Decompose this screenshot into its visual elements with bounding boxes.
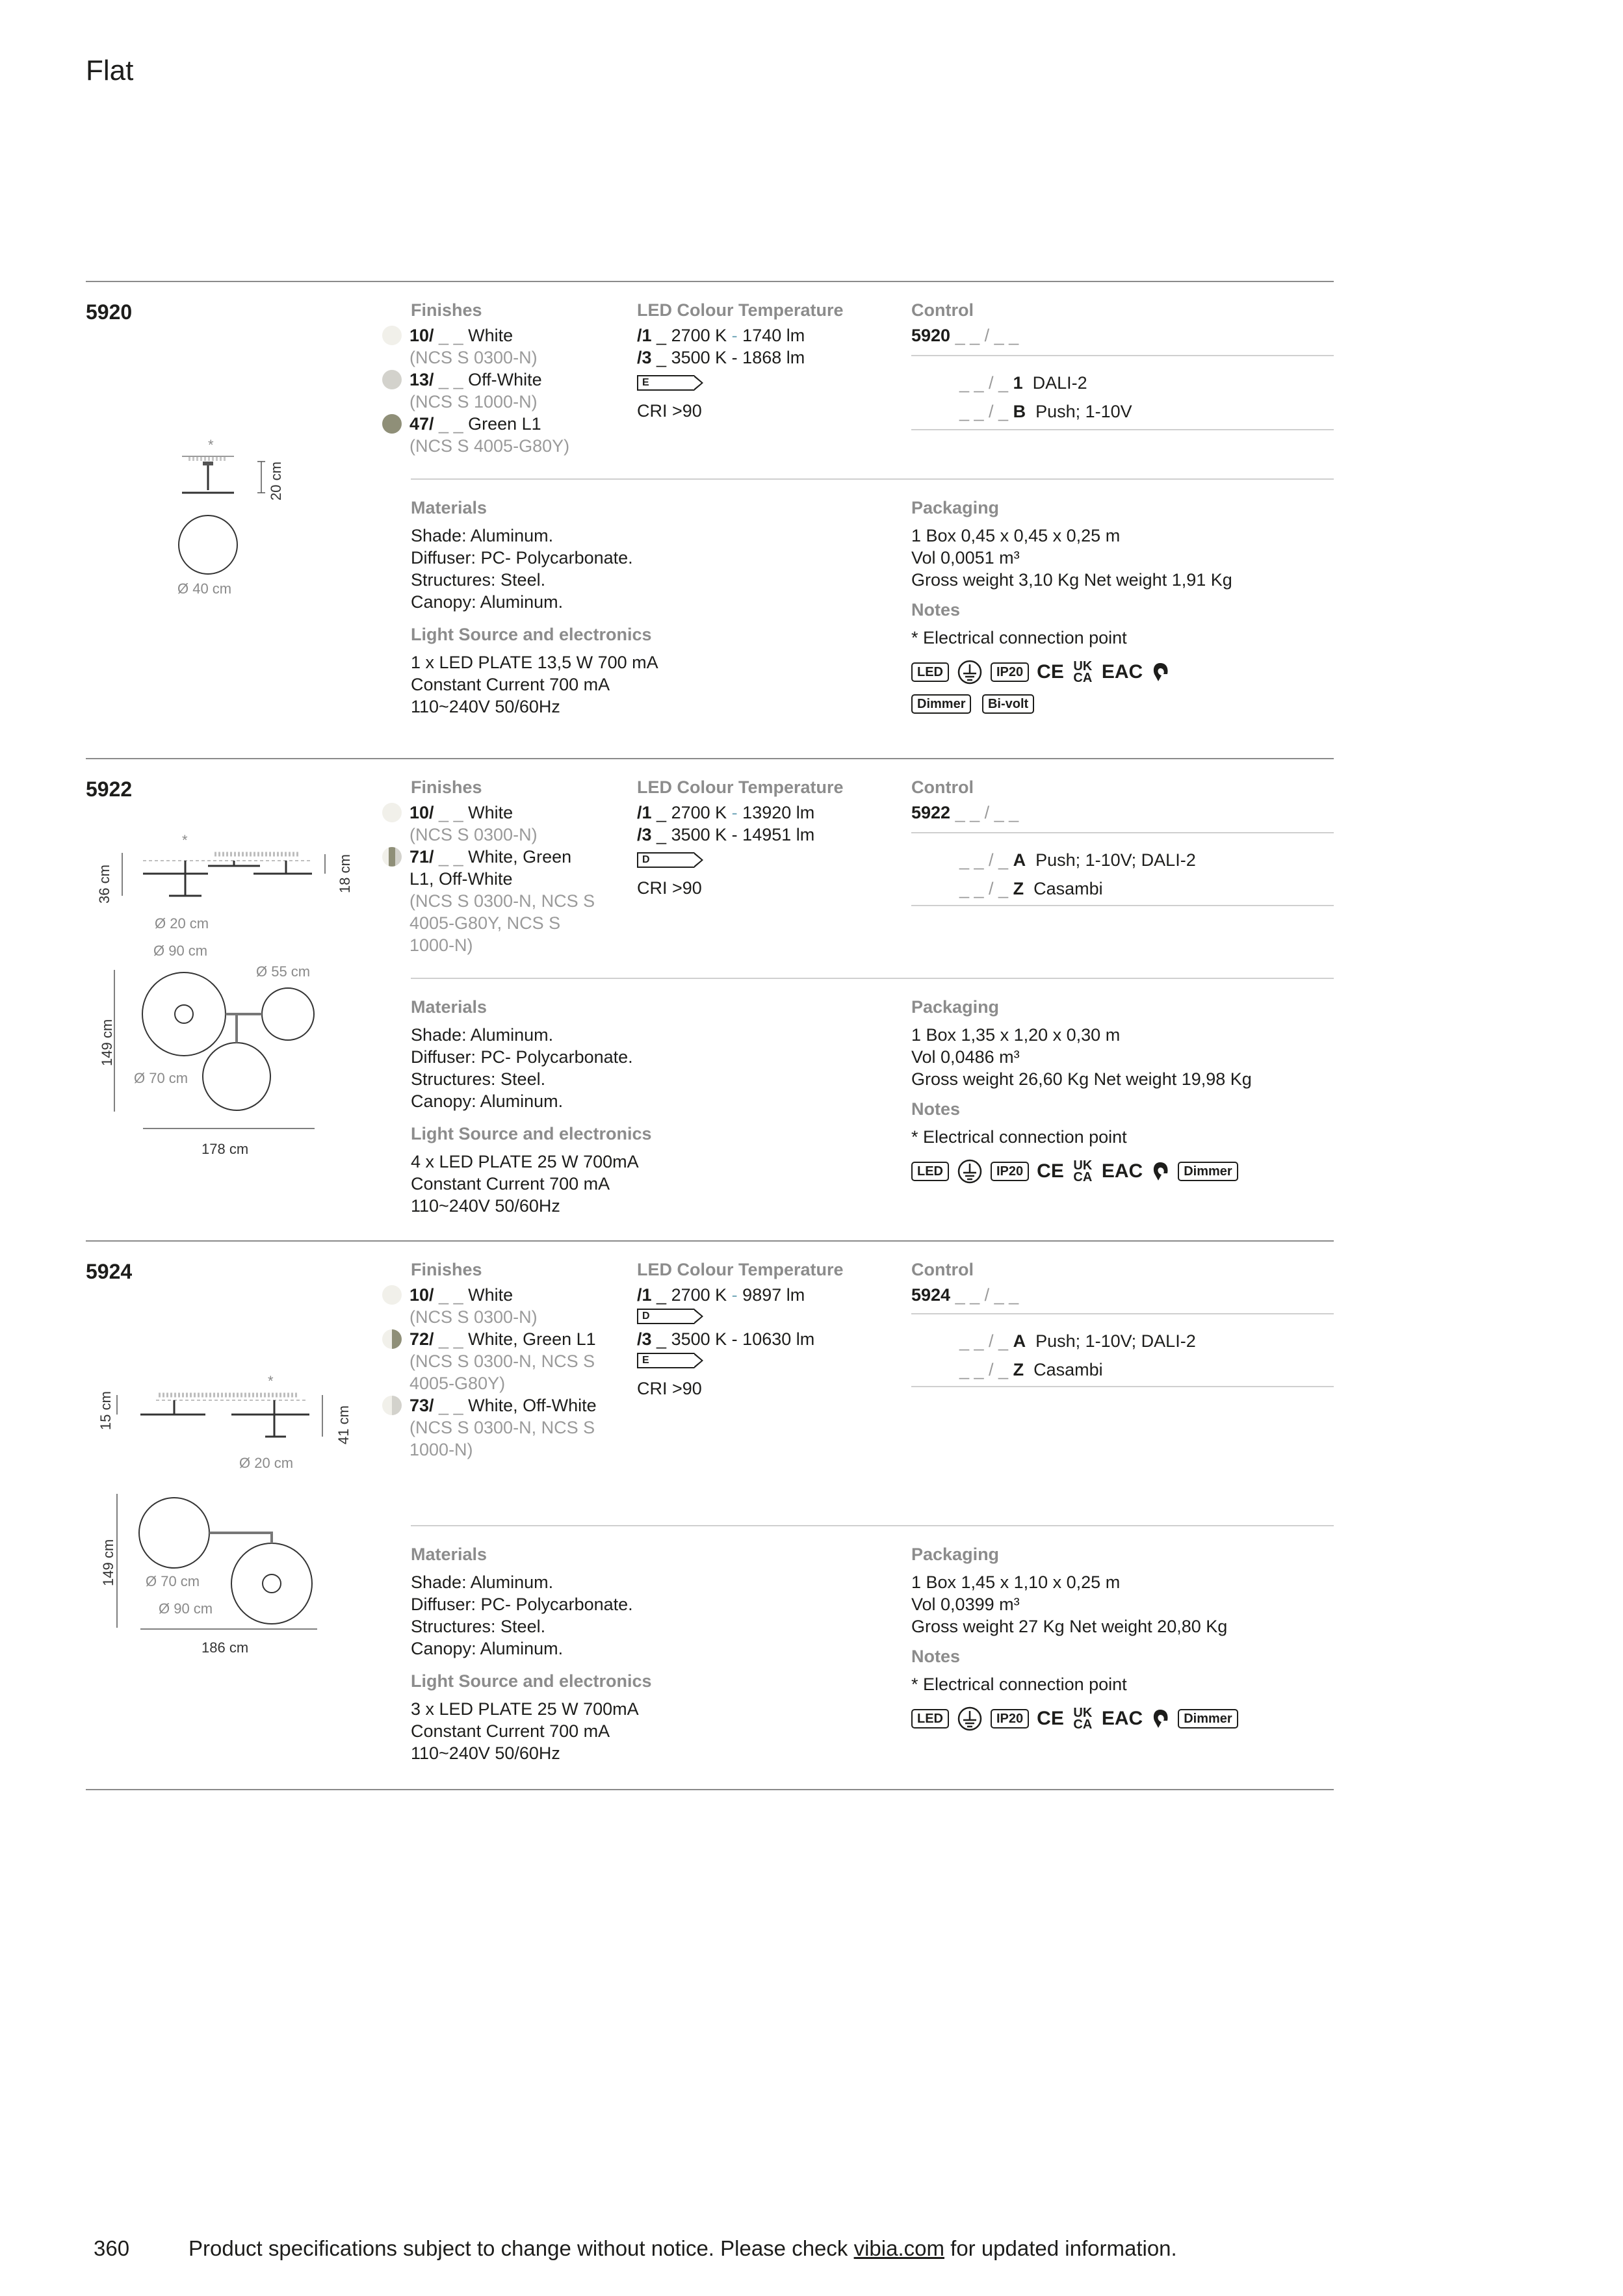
finishes-label: Finishes (411, 300, 482, 320)
swatch-off-white (382, 370, 402, 389)
led-option: /1 _ 2700 K - 1740 lm (637, 326, 805, 345)
shade-top-view (179, 515, 237, 574)
control-rule (911, 355, 1334, 356)
total-height-label: 15 cm (97, 1391, 114, 1430)
finish-ncs: (NCS S 0300-N) (409, 348, 538, 367)
control-option: _ _ / _ B Push; 1-10V (959, 402, 1132, 421)
energy-class-icon: E (637, 375, 694, 391)
finish-blank: _ _ (434, 326, 469, 345)
finish-name: White (468, 326, 513, 345)
finish-option (382, 413, 569, 457)
certification-row (911, 1158, 1252, 1184)
led-block (637, 300, 844, 422)
packaging-block: Packaging 1 Box 1,35 x 1,20 x 0,30 m Vol 0,0486 m³ Gross weight 26,60 Kg Net weight 19,98 Kg Notes * Electrical connection point LED IP20 CE UK CA EAC Dimmer (911, 997, 1252, 1184)
led-badge: LED (911, 662, 949, 682)
control-option: _ _ / _ Z Casambi (959, 879, 1103, 898)
width-label: 186 cm (201, 1639, 249, 1656)
swatch-white (382, 326, 402, 345)
swatch-green (382, 414, 402, 434)
page-number: 360 (94, 2236, 130, 2260)
control-rule (911, 1313, 1334, 1314)
ce-mark-icon: CE (1037, 1160, 1064, 1182)
vibia-link[interactable]: vibia.com (853, 2236, 944, 2260)
finish-option (382, 369, 569, 413)
finish-option: 71/ _ _ White, Green L1, Off-White (NCS S 0300-N, NCS S 4005-G80Y, NCS S 1000-N) (382, 846, 598, 956)
control-options (959, 1330, 1196, 1381)
finish-option: 73/ _ _ White, Off-White (NCS S 0300-N, NCS S 1000-N) (382, 1394, 598, 1461)
connecting-arm (209, 1533, 272, 1543)
canopy-diameter-label: Ø 20 cm (239, 1455, 294, 1471)
packaging-block (911, 498, 1232, 714)
finish-code: 47/ (409, 414, 434, 434)
notes-label: Notes (911, 600, 961, 620)
page-title: Flat (86, 55, 134, 86)
section-divider (86, 1240, 1334, 1242)
packaging-item: 1 Box 0,45 x 0,45 x 0,25 m (911, 526, 1121, 545)
swatch-white-off-white (382, 1396, 402, 1415)
control-rule (911, 832, 1334, 833)
depth-label: 149 cm (99, 1019, 115, 1066)
product-diagram (162, 436, 312, 605)
canopy (203, 462, 213, 465)
width-label: 178 cm (201, 1141, 249, 1157)
material-item: Canopy: Aluminum. (411, 592, 564, 612)
class-i-ground-icon (957, 659, 983, 685)
dimmer-badge: Dimmer (911, 694, 971, 714)
finish-option: 72/ _ _ White, Green L1 (NCS S 0300-N, NCS S 4005-G80Y) (382, 1328, 598, 1394)
class-i-ground-icon (957, 1158, 983, 1184)
control-code: 5920 (911, 326, 951, 345)
ip20-badge: IP20 (991, 1709, 1029, 1729)
led-option: /3 _ 3500 K - 14951 lm (637, 825, 815, 844)
materials-block: Materials Shade: Aluminum. Diffuser: PC- Polycarbonate. Structures: Steel. Canopy: Aluminum. Light Source and electronics 3 x LED PLATE 25 W 700mA Constant Current 700 mA 110~240V 50/60Hz (411, 1545, 652, 1763)
diameter-label: Ø 40 cm (177, 581, 232, 597)
section-divider (86, 1789, 1334, 1790)
certification-row (911, 1706, 1246, 1732)
finishes-block (411, 777, 598, 956)
control-option: _ _ / _ Z Casambi (959, 1360, 1103, 1379)
section-divider (86, 281, 1334, 282)
packaging-item: Vol 0,0051 m³ (911, 548, 1020, 567)
extra-badges (911, 694, 1232, 714)
control-rule (911, 905, 1334, 906)
packaging-item: Gross weight 3,10 Kg Net weight 1,91 Kg (911, 570, 1232, 590)
product-code: 5924 (86, 1260, 133, 1283)
recycling-icon (1150, 1708, 1170, 1730)
light-source-item: 110~240V 50/60Hz (411, 697, 560, 716)
cri: CRI >90 (637, 401, 702, 421)
light-source-label: Light Source and electronics (411, 625, 652, 644)
led-badge: LED (911, 1162, 949, 1181)
control-suffix: _ _ / _ _ (950, 326, 1019, 345)
energy-class-icon: E (637, 1353, 694, 1368)
control-block: Control 5924 _ _ / _ _ (911, 1260, 1019, 1305)
bivolt-badge: Bi-volt (982, 694, 1034, 714)
swatch-white-green (382, 1329, 402, 1349)
finishes-label: Finishes (411, 777, 482, 797)
mid-diameter-label: Ø 70 cm (134, 1070, 188, 1086)
finishes-block: Finishes 10/ _ _ White (NCS S 0300-N) 72/ _ _ White, Green L1 (NCS S 0300-N, NCS S 4005-G80Y) 73/ _ _ White, Off-White (NCS S 0300-N, NCS S 1000-N) (411, 1260, 598, 1461)
body-height-label: 18 cm (337, 854, 353, 893)
product-diagram (91, 832, 377, 1170)
materials-label: Materials (411, 498, 487, 517)
materials-block: Materials Shade: Aluminum. Diffuser: PC- Polycarbonate. Structures: Steel. Canopy: Aluminum. Light Source and electronics 4 x LED PLATE 25 W 700mA Constant Current 700 mA 110~240V 50/60Hz (411, 997, 652, 1216)
product-diagram (91, 1372, 377, 1664)
ukca-mark-icon: UK CA (1073, 659, 1093, 685)
control-options (959, 372, 1132, 423)
connection-star: * (182, 832, 188, 848)
swatch-white (382, 1285, 402, 1305)
finish-option (382, 324, 569, 369)
ukca-mark-icon: UK CA (1073, 1706, 1093, 1732)
connection-star: * (268, 1373, 274, 1389)
energy-class-icon: D (637, 1309, 694, 1324)
swatch-white (382, 803, 402, 822)
ip20-badge: IP20 (991, 1162, 1029, 1181)
finishes-block (411, 300, 569, 457)
finish-ncs: (NCS S 1000-N) (409, 392, 538, 411)
body-height-label: 41 cm (335, 1405, 352, 1444)
control-label: Control (911, 300, 974, 320)
materials-block (411, 498, 658, 718)
finish-option: 10/ _ _ White (NCS S 0300-N) (382, 1284, 598, 1328)
shade-large-top (231, 1543, 312, 1624)
recycling-icon (1150, 1160, 1170, 1182)
section-divider (86, 758, 1334, 759)
finish-option: 10/ _ _ White (NCS S 0300-N) (382, 802, 598, 846)
swatch-multi (382, 847, 402, 867)
shade-mid-top (203, 1043, 270, 1110)
dimmer-badge: Dimmer (1178, 1709, 1238, 1729)
ukca-mark-icon: UK CA (1073, 1158, 1093, 1184)
light-source-item: 1 x LED PLATE 13,5 W 700 mA (411, 653, 658, 672)
shade-large-top (142, 972, 226, 1056)
led-badge: LED (911, 1709, 949, 1729)
canopy-diameter-label: Ø 20 cm (155, 915, 209, 932)
control-options (959, 849, 1196, 900)
led-option: /1 _ 2700 K - 9897 lm (637, 1285, 805, 1305)
small-diameter-label: Ø 55 cm (256, 963, 311, 980)
finish-name: Green L1 (468, 414, 541, 434)
product-code: 5922 (86, 777, 133, 801)
ip20-badge: IP20 (991, 662, 1029, 682)
control-option: _ _ / _ A Push; 1-10V; DALI-2 (959, 1331, 1196, 1351)
subsection-divider (411, 978, 1334, 979)
footer-disclaimer (188, 2236, 1177, 2261)
shade-mid-top (139, 1498, 209, 1568)
led-option: /3 _ 3500 K - 1868 lm (637, 348, 805, 367)
product-code: 5920 (86, 300, 133, 324)
ce-mark-icon: CE (1037, 1708, 1064, 1729)
canopy-top (175, 1005, 193, 1023)
class-i-ground-icon (957, 1706, 983, 1732)
led-block: LED Colour Temperature /1 _ 2700 K - 13920 lm /3 _ 3500 K - 14951 lm D CRI >90 (637, 777, 844, 898)
mid-diameter-label: Ø 70 cm (146, 1573, 200, 1589)
control-block (911, 300, 1019, 346)
depth-label: 149 cm (100, 1539, 116, 1586)
control-rule (911, 429, 1334, 430)
total-height-label: 36 cm (96, 865, 112, 904)
eac-mark-icon: EAC (1101, 1160, 1143, 1182)
footer-text: for updated information. (944, 2236, 1177, 2260)
finish-blank: _ _ (434, 370, 469, 389)
shade-small-top (262, 988, 314, 1040)
control-option: _ _ / _ A Push; 1-10V; DALI-2 (959, 850, 1196, 870)
height-label: 20 cm (268, 462, 284, 501)
connecting-arm (226, 1014, 262, 1043)
ce-mark-icon: CE (1037, 661, 1064, 683)
note-item: * Electrical connection point (911, 628, 1127, 647)
led-block: LED Colour Temperature /1 _ 2700 K - 9897 lm D /3 _ 3500 K - 10630 lm E CRI >90 (637, 1260, 844, 1398)
led-option: /1 _ 2700 K - 13920 lm (637, 803, 815, 822)
subsection-divider (411, 1525, 1334, 1526)
light-source-item: Constant Current 700 mA (411, 675, 610, 694)
finish-ncs: (NCS S 4005-G80Y) (409, 436, 570, 456)
material-item: Structures: Steel. (411, 570, 546, 590)
control-option: _ _ / _ 1 DALI-2 (959, 373, 1087, 393)
certification-row (911, 659, 1232, 685)
material-item: Shade: Aluminum. (411, 526, 554, 545)
energy-class-icon: D (637, 852, 694, 868)
large-diameter-label: Ø 90 cm (159, 1600, 213, 1617)
led-label: LED Colour Temperature (637, 300, 844, 320)
large-diameter-label: Ø 90 cm (153, 943, 208, 959)
dimmer-badge: Dimmer (1178, 1162, 1238, 1181)
control-rule (911, 1386, 1334, 1387)
finish-code: 13/ (409, 370, 434, 389)
finish-code: 10/ (409, 326, 434, 345)
canopy-top (263, 1574, 281, 1593)
subsection-divider (411, 478, 1334, 480)
connection-star: * (208, 437, 214, 453)
material-item: Diffuser: PC- Polycarbonate. (411, 548, 633, 567)
eac-mark-icon: EAC (1101, 661, 1143, 683)
recycling-icon (1150, 661, 1170, 683)
control-block: Control 5922 _ _ / _ _ (911, 777, 1019, 822)
packaging-label: Packaging (911, 498, 1000, 517)
footer-text: Product specifications subject to change without notice. Please check (188, 2236, 854, 2260)
finish-name: Off-White (468, 370, 542, 389)
finish-blank: _ _ (434, 414, 469, 434)
eac-mark-icon: EAC (1101, 1708, 1143, 1729)
led-option: /3 _ 3500 K - 10630 lm (637, 1329, 815, 1349)
packaging-block: Packaging 1 Box 1,45 x 1,10 x 0,25 m Vol 0,0399 m³ Gross weight 27 Kg Net weight 20,80 Kg Notes * Electrical connection point LED IP20 CE UK CA EAC Dimmer (911, 1545, 1246, 1732)
